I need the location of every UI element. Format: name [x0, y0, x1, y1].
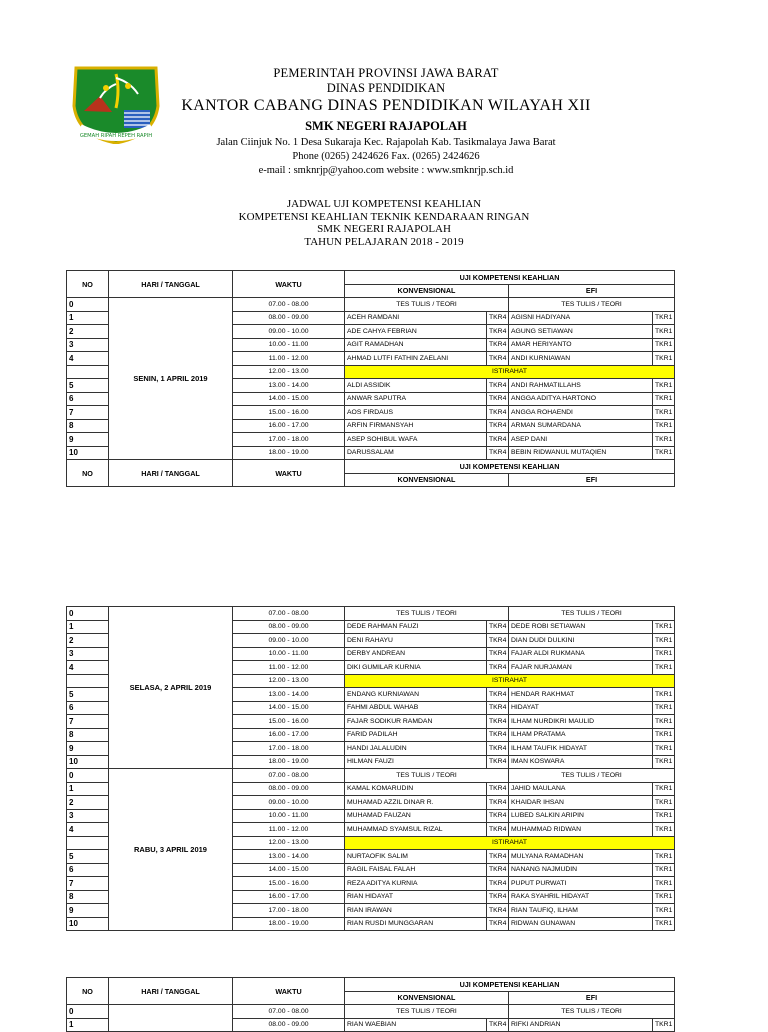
time-cell: 10.00 - 11.00	[233, 338, 345, 352]
day-date-cell: SELASA, 2 APRIL 2019	[109, 607, 233, 769]
konvensional-name: AGIT RAMADHAN	[345, 338, 487, 352]
efi-name: ASEP DANI	[509, 433, 653, 447]
konvensional-class: TKR4	[487, 446, 509, 460]
table-row	[67, 769, 675, 783]
theory-test-konvensional: TES TULIS / TEORI	[345, 769, 509, 783]
efi-name: PUPUT PURWATI	[509, 877, 653, 891]
konvensional-name: AHMAD LUTFI FATHIN ZAELANI	[345, 352, 487, 366]
konvensional-class: TKR4	[487, 352, 509, 366]
konvensional-name: AOS FIRDAUS	[345, 406, 487, 420]
row-number: 7	[67, 406, 109, 420]
konvensional-name: MUHAMAD FAUZAN	[345, 809, 487, 823]
time-cell: 07.00 - 08.00	[233, 1005, 345, 1019]
konvensional-class: TKR4	[487, 728, 509, 742]
konvensional-class: TKR4	[487, 647, 509, 661]
break-cell: ISTIRAHAT	[345, 365, 675, 379]
konvensional-class: TKR4	[487, 863, 509, 877]
konvensional-class: TKR4	[487, 406, 509, 420]
row-number: 4	[67, 823, 109, 837]
konvensional-name: ACEH RAMDANI	[345, 311, 487, 325]
konvensional-class: TKR4	[487, 661, 509, 675]
row-number: 10	[67, 755, 109, 769]
efi-name: BEBIN RIDWANUL MUTAQIEN	[509, 446, 653, 460]
header-row	[67, 460, 675, 474]
col-header-date: HARI / TANGGAL	[109, 271, 233, 298]
efi-class: TKR1	[653, 809, 675, 823]
theory-test-efi: TES TULIS / TEORI	[509, 1005, 675, 1019]
efi-name: DEDE ROBI SETIAWAN	[509, 620, 653, 634]
header-row	[67, 978, 675, 992]
konvensional-name: RIAN WAEBIAN	[345, 1018, 487, 1032]
day-date-cell	[109, 1005, 233, 1032]
efi-class: TKR1	[653, 701, 675, 715]
row-number: 9	[67, 433, 109, 447]
konvensional-class: TKR4	[487, 311, 509, 325]
schedule-table	[66, 270, 675, 487]
konvensional-name: HILMAN FAUZI	[345, 755, 487, 769]
time-cell: 07.00 - 08.00	[233, 769, 345, 783]
konvensional-class: TKR4	[487, 782, 509, 796]
efi-name: FAJAR NURJAMAN	[509, 661, 653, 675]
time-cell: 07.00 - 08.00	[233, 298, 345, 312]
time-cell: 14.00 - 15.00	[233, 701, 345, 715]
efi-name: ARMAN SUMARDANA	[509, 419, 653, 433]
table-row	[67, 607, 675, 621]
col-header-no: NO	[67, 978, 109, 1005]
konvensional-class: TKR4	[487, 433, 509, 447]
dept-name: DINAS PENDIDIKAN	[326, 81, 446, 95]
time-cell: 14.00 - 15.00	[233, 392, 345, 406]
row-number: 6	[67, 701, 109, 715]
row-number: 3	[67, 809, 109, 823]
efi-name: AGUNG SETIAWAN	[509, 325, 653, 339]
konvensional-class: TKR4	[487, 338, 509, 352]
time-cell: 16.00 - 17.00	[233, 890, 345, 904]
konvensional-name: FARID PADILAH	[345, 728, 487, 742]
time-cell: 17.00 - 18.00	[233, 904, 345, 918]
row-number: 3	[67, 338, 109, 352]
efi-name: NANANG NAJMUDIN	[509, 863, 653, 877]
efi-class: TKR1	[653, 647, 675, 661]
konvensional-class: TKR4	[487, 917, 509, 931]
row-number: 4	[67, 661, 109, 675]
efi-name: RAKA SYAHRIL HIDAYAT	[509, 890, 653, 904]
efi-name: IMAN KOSWARA	[509, 755, 653, 769]
konvensional-name: MUHAMAD AZZIL DINAR R.	[345, 796, 487, 810]
row-number: 6	[67, 392, 109, 406]
konvensional-name: DENI RAHAYU	[345, 634, 487, 648]
time-cell: 08.00 - 09.00	[233, 1018, 345, 1032]
konvensional-class: TKR4	[487, 325, 509, 339]
time-cell: 13.00 - 14.00	[233, 379, 345, 393]
efi-class: TKR1	[653, 782, 675, 796]
table-row	[67, 298, 675, 312]
col-header-no: NO	[67, 271, 109, 298]
svg-text:GEMAH RIPAH REPEH RAPIH: GEMAH RIPAH REPEH RAPIH	[79, 133, 153, 139]
time-cell: 07.00 - 08.00	[233, 607, 345, 621]
col-header-konvensional: KONVENSIONAL	[345, 473, 509, 487]
theory-test-efi: TES TULIS / TEORI	[509, 769, 675, 783]
konvensional-class: TKR4	[487, 379, 509, 393]
col-header-efi: EFI	[509, 473, 675, 487]
row-number	[67, 836, 109, 850]
time-cell: 14.00 - 15.00	[233, 863, 345, 877]
efi-class: TKR1	[653, 433, 675, 447]
time-cell: 17.00 - 18.00	[233, 433, 345, 447]
efi-name: LUBED SALKIN ARIPIN	[509, 809, 653, 823]
theory-test-efi: TES TULIS / TEORI	[509, 607, 675, 621]
efi-class: TKR1	[653, 311, 675, 325]
konvensional-name: ASEP SOHIBUL WAFA	[345, 433, 487, 447]
header-row	[67, 271, 675, 285]
efi-class: TKR1	[653, 446, 675, 460]
row-number	[67, 674, 109, 688]
col-header-date: HARI / TANGGAL	[109, 460, 233, 487]
time-cell: 12.00 - 13.00	[233, 836, 345, 850]
col-header-time: WAKTU	[233, 978, 345, 1005]
time-cell: 17.00 - 18.00	[233, 742, 345, 756]
col-header-date: HARI / TANGGAL	[109, 978, 233, 1005]
time-cell: 10.00 - 11.00	[233, 647, 345, 661]
konvensional-class: TKR4	[487, 823, 509, 837]
time-cell: 08.00 - 09.00	[233, 311, 345, 325]
letterhead	[0, 0, 768, 190]
document-title: JADWAL UJI KOMPETENSI KEAHLIAN KOMPETENSI KEAHLIAN TEKNIK KENDARAAN RINGAN SMK NEGERI RAJAPOLAH TAHUN PELAJARAN 2018 - 2019	[238, 198, 530, 248]
efi-class: TKR1	[653, 325, 675, 339]
efi-class: TKR1	[653, 406, 675, 420]
time-cell: 16.00 - 17.00	[233, 419, 345, 433]
konvensional-name: KAMAL KOMARUDIN	[345, 782, 487, 796]
row-number: 5	[67, 850, 109, 864]
efi-name: RIFKI ANDRIAN	[509, 1018, 653, 1032]
table-row	[67, 1005, 675, 1019]
efi-name: FAJAR ALDI RUKMANA	[509, 647, 653, 661]
row-number: 0	[67, 298, 109, 312]
konvensional-class: TKR4	[487, 742, 509, 756]
konvensional-name: DIKI GUMILAR KURNIA	[345, 661, 487, 675]
row-number: 9	[67, 904, 109, 918]
konvensional-name: ADE CAHYA FEBRIAN	[345, 325, 487, 339]
row-number: 4	[67, 352, 109, 366]
efi-class: TKR1	[653, 755, 675, 769]
konvensional-class: TKR4	[487, 620, 509, 634]
konvensional-name: NURTAOFIK SALIM	[345, 850, 487, 864]
konvensional-class: TKR4	[487, 688, 509, 702]
row-number: 5	[67, 688, 109, 702]
email-website: e-mail : smknrjp@yahoo.com website : www.smknrjp.sch.id	[258, 165, 514, 176]
efi-name: HENDAR RAKHMAT	[509, 688, 653, 702]
efi-class: TKR1	[653, 715, 675, 729]
konvensional-class: TKR4	[487, 809, 509, 823]
row-number: 9	[67, 742, 109, 756]
row-number: 10	[67, 446, 109, 460]
efi-class: TKR1	[653, 850, 675, 864]
phone-fax: Phone (0265) 2424626 Fax. (0265) 2424626	[292, 151, 480, 162]
col-header-efi: EFI	[509, 284, 675, 298]
row-number	[67, 365, 109, 379]
col-header-efi: EFI	[509, 991, 675, 1005]
efi-name: ANGGA ROHAENDI	[509, 406, 653, 420]
col-header-ukk: UJI KOMPETENSI KEAHLIAN	[345, 460, 675, 474]
break-cell: ISTIRAHAT	[345, 836, 675, 850]
time-cell: 15.00 - 16.00	[233, 715, 345, 729]
efi-class: TKR1	[653, 728, 675, 742]
office-name: KANTOR CABANG DINAS PENDIDIKAN WILAYAH XII	[181, 97, 591, 114]
efi-class: TKR1	[653, 620, 675, 634]
theory-test-konvensional: TES TULIS / TEORI	[345, 298, 509, 312]
row-number: 8	[67, 890, 109, 904]
konvensional-name: RAGIL FAISAL FALAH	[345, 863, 487, 877]
col-header-time: WAKTU	[233, 271, 345, 298]
time-cell: 16.00 - 17.00	[233, 728, 345, 742]
efi-class: TKR1	[653, 904, 675, 918]
efi-class: TKR1	[653, 392, 675, 406]
konvensional-name: DERBY ANDREAN	[345, 647, 487, 661]
day-date-cell: RABU, 3 APRIL 2019	[109, 769, 233, 931]
time-cell: 13.00 - 14.00	[233, 688, 345, 702]
efi-class: TKR1	[653, 917, 675, 931]
efi-class: TKR1	[653, 661, 675, 675]
time-cell: 12.00 - 13.00	[233, 674, 345, 688]
efi-class: TKR1	[653, 1018, 675, 1032]
efi-class: TKR1	[653, 379, 675, 393]
konvensional-name: RIAN RUSDI MUNGGARAN	[345, 917, 487, 931]
time-cell: 11.00 - 12.00	[233, 823, 345, 837]
efi-name: ILHAM NURDIKRI MAULID	[509, 715, 653, 729]
address: Jalan Ciinjuk No. 1 Desa Sukaraja Kec. Rajapolah Kab. Tasikmalaya Jawa Barat	[216, 137, 556, 148]
time-cell: 10.00 - 11.00	[233, 809, 345, 823]
efi-name: ILHAM TAUFIK HIDAYAT	[509, 742, 653, 756]
gov-name: PEMERINTAH PROVINSI JAWA BARAT	[273, 66, 499, 80]
time-cell: 11.00 - 12.00	[233, 661, 345, 675]
day-date-cell: SENIN, 1 APRIL 2019	[109, 298, 233, 460]
time-cell: 18.00 - 19.00	[233, 755, 345, 769]
konvensional-class: TKR4	[487, 392, 509, 406]
konvensional-name: DEDE RAHMAN FAUZI	[345, 620, 487, 634]
letterhead-text	[166, 66, 606, 178]
konvensional-class: TKR4	[487, 419, 509, 433]
row-number: 8	[67, 728, 109, 742]
konvensional-name: FAJAR SODIKUR RAMDAN	[345, 715, 487, 729]
time-cell: 18.00 - 19.00	[233, 917, 345, 931]
time-cell: 08.00 - 09.00	[233, 620, 345, 634]
konvensional-class: TKR4	[487, 890, 509, 904]
row-number: 6	[67, 863, 109, 877]
row-number: 1	[67, 620, 109, 634]
row-number: 7	[67, 877, 109, 891]
efi-name: JAHID MAULANA	[509, 782, 653, 796]
konvensional-class: TKR4	[487, 796, 509, 810]
theory-test-konvensional: TES TULIS / TEORI	[345, 1005, 509, 1019]
konvensional-name: DARUSSALAM	[345, 446, 487, 460]
efi-class: TKR1	[653, 338, 675, 352]
konvensional-class: TKR4	[487, 877, 509, 891]
time-cell: 13.00 - 14.00	[233, 850, 345, 864]
efi-name: ANGGA ADITYA HARTONO	[509, 392, 653, 406]
time-cell: 12.00 - 13.00	[233, 365, 345, 379]
efi-name: RIAN TAUFIQ, ILHAM	[509, 904, 653, 918]
efi-name: ILHAM PRATAMA	[509, 728, 653, 742]
time-cell: 08.00 - 09.00	[233, 782, 345, 796]
row-number: 2	[67, 634, 109, 648]
school-name: SMK NEGERI RAJAPOLAH	[305, 119, 467, 133]
time-cell: 15.00 - 16.00	[233, 406, 345, 420]
col-header-time: WAKTU	[233, 460, 345, 487]
efi-class: TKR1	[653, 352, 675, 366]
konvensional-class: TKR4	[487, 850, 509, 864]
konvensional-class: TKR4	[487, 715, 509, 729]
efi-class: TKR1	[653, 688, 675, 702]
efi-class: TKR1	[653, 796, 675, 810]
row-number: 7	[67, 715, 109, 729]
col-header-konvensional: KONVENSIONAL	[345, 284, 509, 298]
row-number: 3	[67, 647, 109, 661]
efi-name: HIDAYAT	[509, 701, 653, 715]
efi-class: TKR1	[653, 877, 675, 891]
theory-test-efi: TES TULIS / TEORI	[509, 298, 675, 312]
efi-class: TKR1	[653, 863, 675, 877]
west-java-emblem-icon	[66, 66, 166, 144]
konvensional-class: TKR4	[487, 701, 509, 715]
konvensional-class: TKR4	[487, 904, 509, 918]
konvensional-name: MUHAMMAD SYAMSUL RIZAL	[345, 823, 487, 837]
col-header-konvensional: KONVENSIONAL	[345, 991, 509, 1005]
konvensional-name: ALDI ASSIDIK	[345, 379, 487, 393]
row-number: 8	[67, 419, 109, 433]
efi-name: AGISNI HADIYANA	[509, 311, 653, 325]
efi-name: ANDI RAHMATILLAHS	[509, 379, 653, 393]
time-cell: 09.00 - 10.00	[233, 796, 345, 810]
konvensional-name: RIAN IRAWAN	[345, 904, 487, 918]
konvensional-name: HANDI JALALUDIN	[345, 742, 487, 756]
row-number: 0	[67, 607, 109, 621]
konvensional-name: ANWAR SAPUTRA	[345, 392, 487, 406]
time-cell: 18.00 - 19.00	[233, 446, 345, 460]
row-number: 1	[67, 782, 109, 796]
efi-name: MUHAMMAD RIDWAN	[509, 823, 653, 837]
konvensional-name: REZA ADITYA KURNIA	[345, 877, 487, 891]
col-header-ukk: UJI KOMPETENSI KEAHLIAN	[345, 978, 675, 992]
efi-name: KHAIDAR IHSAN	[509, 796, 653, 810]
row-number: 0	[67, 1005, 109, 1019]
row-number: 5	[67, 379, 109, 393]
row-number: 1	[67, 311, 109, 325]
efi-class: TKR1	[653, 890, 675, 904]
theory-test-konvensional: TES TULIS / TEORI	[345, 607, 509, 621]
konvensional-class: TKR4	[487, 755, 509, 769]
efi-class: TKR1	[653, 742, 675, 756]
schedule-table	[66, 606, 675, 931]
efi-class: TKR1	[653, 634, 675, 648]
konvensional-class: TKR4	[487, 1018, 509, 1032]
row-number: 0	[67, 769, 109, 783]
konvensional-name: RIAN HIDAYAT	[345, 890, 487, 904]
time-cell: 11.00 - 12.00	[233, 352, 345, 366]
col-header-ukk: UJI KOMPETENSI KEAHLIAN	[345, 271, 675, 285]
time-cell: 09.00 - 10.00	[233, 325, 345, 339]
time-cell: 09.00 - 10.00	[233, 634, 345, 648]
row-number: 2	[67, 325, 109, 339]
konvensional-name: ENDANG KURNIAWAN	[345, 688, 487, 702]
time-cell: 15.00 - 16.00	[233, 877, 345, 891]
row-number: 10	[67, 917, 109, 931]
efi-class: TKR1	[653, 419, 675, 433]
konvensional-name: ARFIN FIRMANSYAH	[345, 419, 487, 433]
row-number: 1	[67, 1018, 109, 1032]
col-header-no: NO	[67, 460, 109, 487]
efi-class: TKR1	[653, 823, 675, 837]
efi-name: MULYANA RAMADHAN	[509, 850, 653, 864]
konvensional-name: FAHMI ABDUL WAHAB	[345, 701, 487, 715]
efi-name: AMAR HERIYANTO	[509, 338, 653, 352]
efi-name: RIDWAN GUNAWAN	[509, 917, 653, 931]
break-cell: ISTIRAHAT	[345, 674, 675, 688]
konvensional-class: TKR4	[487, 634, 509, 648]
row-number: 2	[67, 796, 109, 810]
efi-name: DIAN DUDI DULKINI	[509, 634, 653, 648]
efi-name: ANDI KURNIAWAN	[509, 352, 653, 366]
